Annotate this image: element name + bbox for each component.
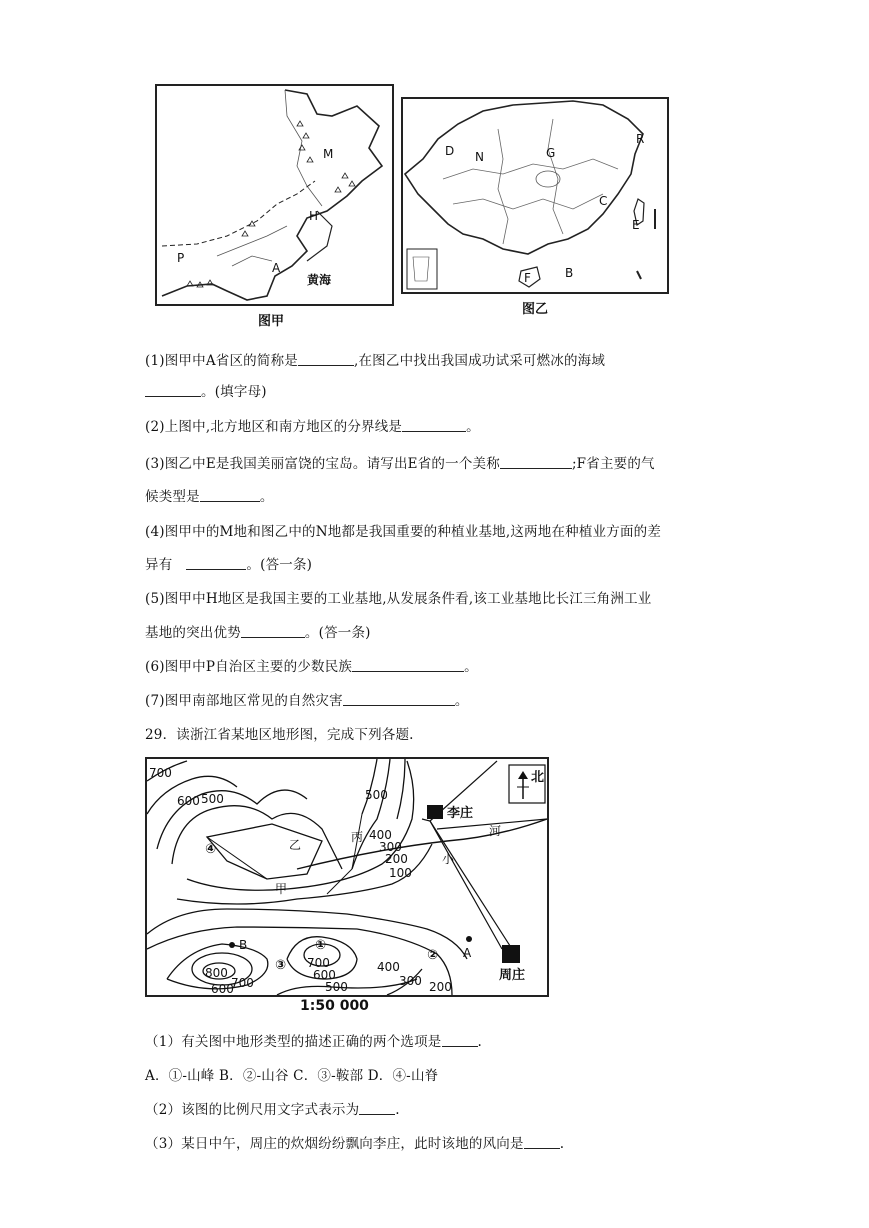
contour-label: 700 (231, 976, 254, 990)
river-label-he: 河 (489, 824, 502, 838)
contour-label: 700 (149, 766, 172, 780)
map-jia-drawing (157, 86, 392, 304)
contour-label: 300 (379, 840, 402, 854)
q28-2: (2)上图中,北方地区和南方地区的分界线是 。 (145, 419, 480, 435)
contour-label: 800 (205, 966, 228, 980)
map-jia (155, 84, 394, 306)
point-B: B (239, 938, 248, 952)
place-bing: 丙 (351, 830, 364, 844)
contour-label: 500 (365, 788, 388, 802)
map-scale: 1:50 000 (300, 998, 369, 1014)
map-yi (401, 97, 669, 294)
mark-2: ② (427, 948, 439, 963)
contour-label: 400 (377, 960, 400, 974)
topo-map-drawing (147, 759, 547, 995)
place-yi: 乙 (289, 838, 302, 852)
q29-1: （1）有关图中地形类型的描述正确的两个选项是 . (145, 1034, 482, 1050)
label-M: M (323, 147, 334, 161)
q28-6: (6)图甲中P自治区主要的少数民族 。 (145, 659, 478, 675)
q28-1-line2: 。(填字母) (145, 380, 267, 400)
contour-label: 200 (429, 980, 452, 994)
label-P: P (177, 251, 185, 265)
label-N: N (475, 150, 484, 164)
q28-4-line2: 异有 。(答一条) (145, 557, 313, 573)
q28-3-line1: (3)图乙中E是我国美丽富饶的宝岛。请写出E省的一个美称 ;F省主要的气 (145, 456, 655, 472)
q29-3: （3）某日中午，周庄的炊烟纷纷飘向李庄，此时该地的风向是 . (145, 1136, 565, 1152)
label-A: A (272, 261, 281, 275)
contour-label: 400 (369, 828, 392, 842)
mark-1: ① (315, 938, 327, 953)
map-yi-drawing (403, 99, 667, 292)
label-D: D (445, 144, 455, 158)
contour-label: 700 (307, 956, 330, 970)
q28-5-line2: 基地的突出优势 。(答一条) (145, 625, 371, 641)
contour-label: 600 (211, 982, 234, 995)
contour-label: 300 (399, 974, 422, 988)
mark-3: ③ (275, 958, 287, 973)
label-R: R (636, 132, 645, 146)
q29-2: （2）该图的比例尺用文字式表示为 . (145, 1102, 400, 1118)
label-G: G (546, 146, 556, 160)
q29-options: A．①-山峰 B．②-山谷 C．③-鞍部 D．④-山脊 (145, 1068, 439, 1084)
label-yellow-sea: 黄海 (307, 273, 332, 287)
contour-label: 200 (385, 852, 408, 866)
label-F: F (524, 271, 531, 285)
contour-label: 500 (325, 980, 348, 994)
caption-jia: 图甲 (258, 314, 285, 329)
label-C: C (599, 194, 608, 208)
caption-yi: 图乙 (522, 302, 549, 317)
label-B: B (565, 266, 574, 280)
q28-5-line1: (5)图甲中H地区是我国主要的工业基地,从发展条件看,该工业基地比长江三角洲工业 (145, 591, 652, 607)
contour-label: 600 (177, 794, 200, 808)
contour-label: 500 (201, 792, 224, 806)
q29-title: 29．读浙江省某地区地形图，完成下列各题. (145, 727, 414, 743)
topo-map (145, 757, 549, 997)
label-E: E (632, 218, 640, 232)
village-zhouzhuang: 周庄 (499, 968, 526, 983)
mark-4: ④ (205, 842, 217, 857)
village-lizhuang: 李庄 (447, 806, 474, 821)
point-A: A (463, 946, 472, 960)
place-jia: 甲 (275, 882, 288, 896)
q28-3-line2: 候类型是 。 (145, 489, 274, 505)
q28-1-line1: (1)图甲中A省区的简称是 ,在图乙中找出我国成功试采可燃冰的海域 (145, 353, 606, 369)
contour-label: 600 (313, 968, 336, 982)
q28-4-line1: (4)图甲中的M地和图乙中的N地都是我国重要的种植业基地,这两地在种植业方面的差 (145, 524, 662, 540)
label-H: H (309, 209, 319, 223)
river-label-xiao: 小 (442, 852, 455, 866)
q28-7: (7)图甲南部地区常见的自然灾害 。 (145, 693, 469, 709)
contour-label: 100 (389, 866, 412, 880)
north-label: 北 (531, 770, 545, 785)
